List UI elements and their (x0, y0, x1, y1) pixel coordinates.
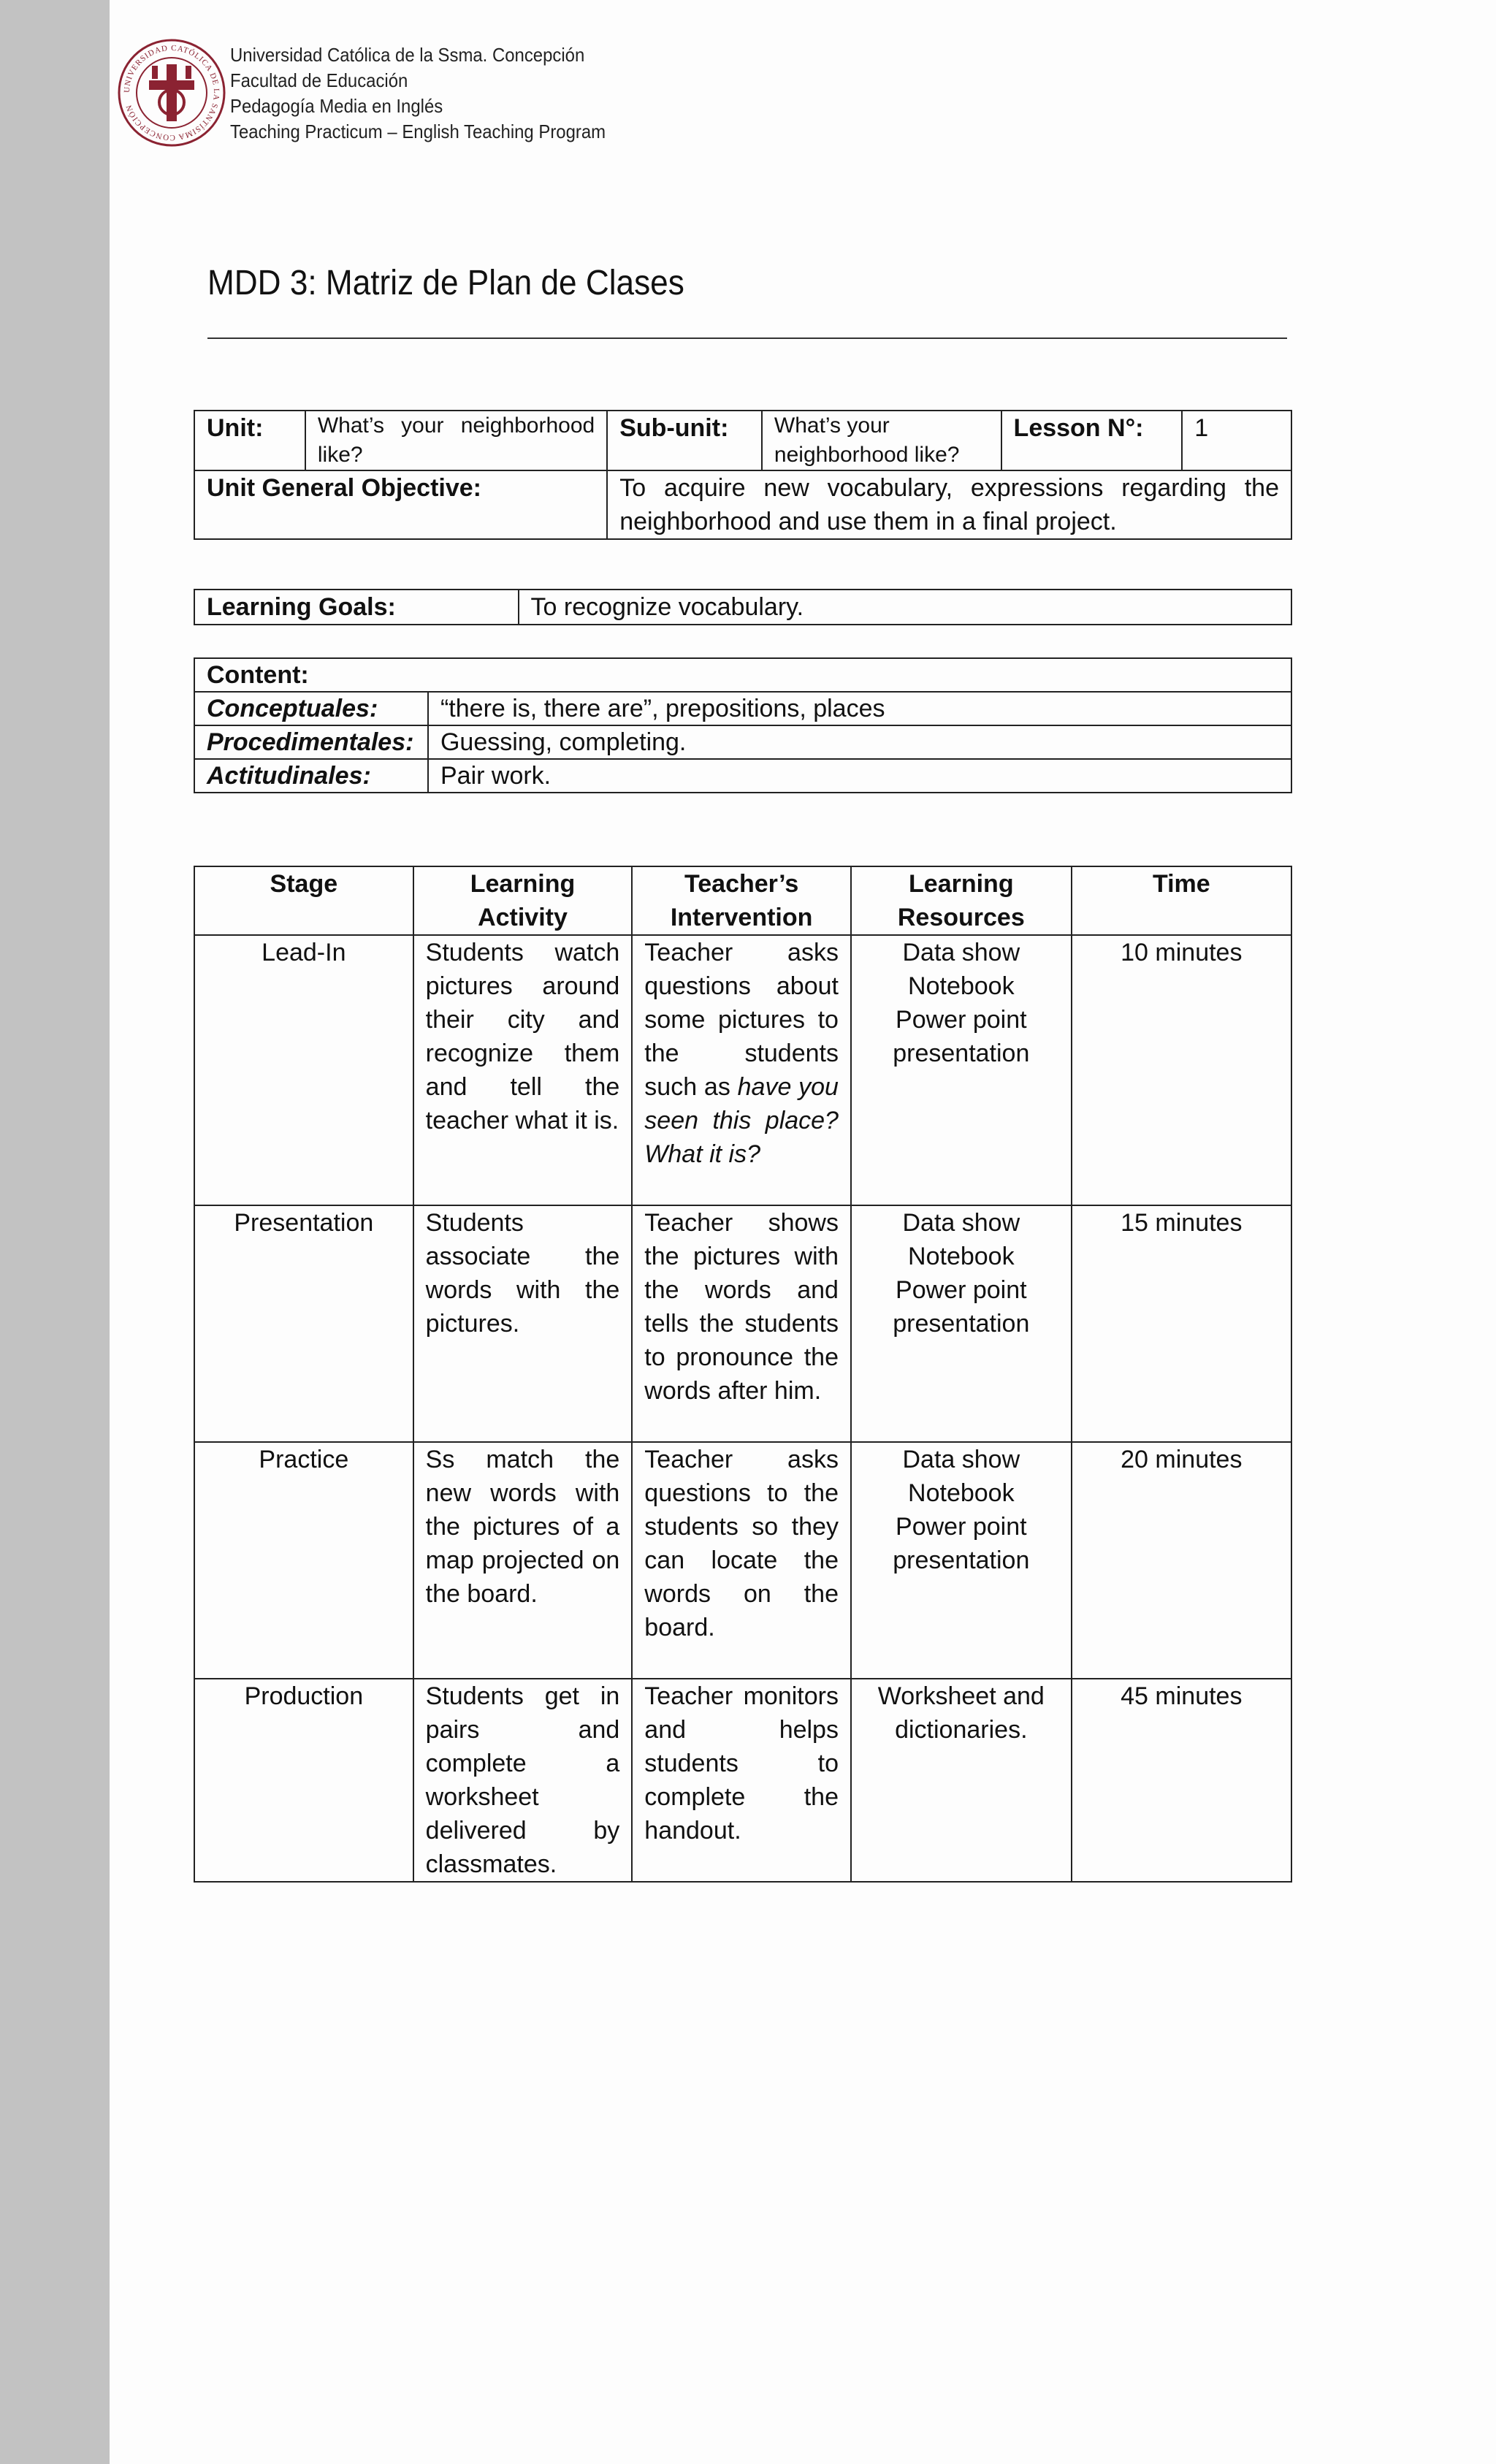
lesson-stages-table (194, 866, 1292, 1883)
content-row-label: Conceptuales: (194, 692, 428, 725)
stage-row (194, 1679, 1291, 1882)
stage-name: Production (194, 1679, 413, 1882)
column-header-activity: Learning Activity (413, 866, 633, 935)
stage-resources (851, 935, 1072, 1205)
stage-row (194, 1442, 1291, 1679)
resource-item: Power point presentation (893, 1513, 1030, 1574)
intervention-example: have you seen this place? What it is? (644, 1073, 839, 1168)
column-header-time: Time (1072, 866, 1291, 935)
svg-text:UNIVERSIDAD CATÓLICA DE LA SAN: UNIVERSIDAD CATÓLICA DE LA SANTÍSIMA CONCEPCIÓN (122, 43, 221, 142)
stage-time: 15 minutes (1072, 1205, 1291, 1442)
institution-line: Universidad Católica de la Ssma. Concepción (230, 44, 585, 66)
title-underline (207, 337, 1287, 339)
stage-row (194, 1205, 1291, 1442)
institution-lines (230, 42, 606, 145)
page-margin-strip (0, 0, 110, 2464)
unit-label: Unit: (194, 411, 305, 470)
resource-item: Data show (902, 939, 1020, 966)
resource-item: Data show (902, 1209, 1020, 1237)
stages-header-row (194, 866, 1291, 935)
institution-line: Teaching Practicum – English Teaching Program (230, 121, 606, 142)
intervention-text: Teacher asks questions about some pictures to the students such as (644, 939, 839, 1101)
institution-line: Facultad de Educación (230, 69, 408, 91)
stage-intervention: Teacher shows the pictures with the words and tells the students to pronounce the words after him. (632, 1205, 851, 1442)
resource-item: Power point presentation (893, 1006, 1030, 1067)
stage-intervention: Teacher monitors and helps students to complete the handout. (632, 1679, 851, 1882)
lesson-number-value: 1 (1182, 411, 1291, 470)
stage-resources (851, 1205, 1072, 1442)
content-row-value: “there is, there are”, prepositions, places (428, 692, 1291, 725)
content-row (194, 725, 1291, 759)
stage-time: 10 minutes (1072, 935, 1291, 1205)
resource-item: Notebook (908, 1243, 1015, 1270)
stage-resources (851, 1679, 1072, 1882)
stage-activity: Students get in pairs and complete a worksheet delivered by classmates. (413, 1679, 633, 1882)
institution-line: Pedagogía Media en Inglés (230, 95, 443, 117)
unit-objective-label: Unit General Objective: (194, 470, 607, 539)
lesson-number-label: Lesson N°: (1001, 411, 1183, 470)
learning-goals-label: Learning Goals: (194, 590, 519, 625)
stage-activity: Students watch pictures around their city and recognize them and tell the teacher what it is. (413, 935, 633, 1205)
stage-intervention: Teacher asks questions to the students so they can locate the words on the board. (632, 1442, 851, 1679)
learning-goals-value: To recognize vocabulary. (519, 590, 1291, 625)
stage-name: Lead-In (194, 935, 413, 1205)
document-title: MDD 3: Matriz de Plan de Clases (207, 264, 684, 302)
resource-item: Worksheet and dictionaries. (877, 1682, 1045, 1744)
stage-resources (851, 1442, 1072, 1679)
content-heading: Content: (194, 658, 1291, 692)
content-row (194, 692, 1291, 725)
stage-row (194, 935, 1291, 1205)
content-row-value: Guessing, completing. (428, 725, 1291, 759)
content-table (194, 657, 1292, 793)
university-seal-logo (117, 38, 226, 148)
resource-item: Power point presentation (893, 1276, 1030, 1338)
subunit-value: What’s your neighborhood like? (762, 411, 1001, 470)
resource-item: Notebook (908, 1479, 1015, 1507)
stage-time: 20 minutes (1072, 1442, 1291, 1679)
stage-name: Presentation (194, 1205, 413, 1442)
column-header-stage: Stage (194, 866, 413, 935)
subunit-label: Sub-unit: (607, 411, 762, 470)
content-row (194, 759, 1291, 793)
stage-activity: Ss match the new words with the pictures of a map projected on the board. (413, 1442, 633, 1679)
stage-time: 45 minutes (1072, 1679, 1291, 1882)
stage-intervention (632, 935, 851, 1205)
content-row-label: Actitudinales: (194, 759, 428, 793)
stage-activity: Students associate the words with the pictures. (413, 1205, 633, 1442)
content-row-label: Procedimentales: (194, 725, 428, 759)
resource-item: Data show (902, 1446, 1020, 1473)
resource-item: Notebook (908, 972, 1015, 1000)
column-header-resources: Learning Resources (851, 866, 1072, 935)
column-header-intervention: Teacher’s Intervention (632, 866, 851, 935)
content-row-value: Pair work. (428, 759, 1291, 793)
stage-name: Practice (194, 1442, 413, 1679)
unit-info-table (194, 410, 1292, 540)
unit-objective-value: To acquire new vocabulary, expressions regarding the neighborhood and use them in a final project. (607, 470, 1291, 539)
unit-value: What’s your neighborhood like? (305, 411, 607, 470)
learning-goals-table (194, 589, 1292, 625)
